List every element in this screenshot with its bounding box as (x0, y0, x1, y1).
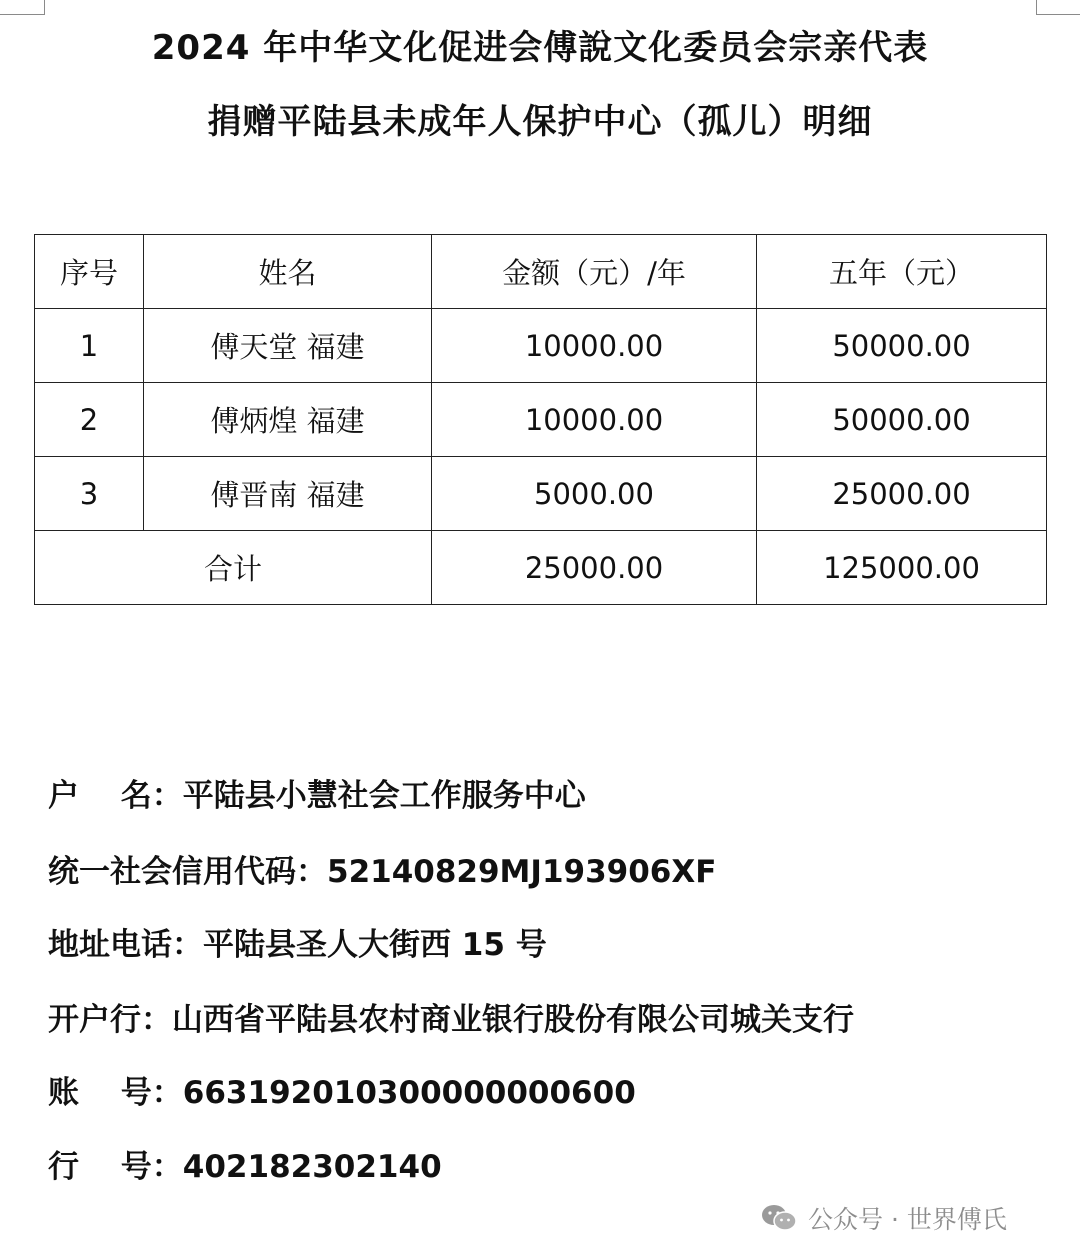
row-five-year-amount: 25000.00 (757, 457, 1047, 531)
address-value: 平陆县圣人大街西 15 号 (203, 927, 547, 963)
routing-number-label: 行 号： (48, 1149, 183, 1185)
account-number-line (48, 1073, 636, 1113)
header-five-year-amount: 五年（元） (757, 235, 1047, 309)
row-index: 1 (35, 309, 144, 383)
row-name: 傅炳煌 福建 (144, 383, 432, 457)
table-total-row (35, 531, 1047, 605)
watermark (760, 1198, 1007, 1238)
account-name-value: 平陆县小慧社会工作服务中心 (182, 778, 586, 814)
row-name: 傅天堂 福建 (144, 309, 432, 383)
routing-number-value: 402182302140 (182, 1149, 442, 1185)
donation-table (34, 234, 1047, 605)
total-five-year-amount: 125000.00 (757, 531, 1047, 605)
bank-label: 开户行： (48, 1002, 172, 1038)
header-annual-amount: 金额（元）/年 (432, 235, 757, 309)
header-index: 序号 (35, 235, 144, 309)
account-name-line (48, 776, 586, 816)
credit-code-line (48, 852, 716, 892)
table-row (35, 309, 1047, 383)
routing-number-line (48, 1147, 442, 1187)
credit-code-label: 统一社会信用代码： (48, 854, 327, 890)
wechat-icon (760, 1203, 798, 1233)
row-index: 2 (35, 383, 144, 457)
crop-mark-right (1036, 0, 1080, 15)
total-label: 合计 (35, 531, 432, 605)
watermark-text: 公众号 · 世界傅氏 (808, 1205, 1007, 1234)
header-name: 姓名 (144, 235, 432, 309)
bank-line (48, 1000, 854, 1040)
document-title-line-2: 捐赠平陆县未成年人保护中心（孤儿）明细 (207, 102, 873, 142)
address-line (48, 925, 547, 965)
row-annual-amount: 10000.00 (432, 383, 757, 457)
account-number-label: 账 号： (48, 1075, 183, 1111)
row-name: 傅晋南 福建 (144, 457, 432, 531)
credit-code-value: 52140829MJ193906XF (327, 854, 717, 890)
document-title-line-1: 2024 年中华文化促进会傅說文化委员会宗亲代表 (151, 28, 929, 68)
row-annual-amount: 5000.00 (432, 457, 757, 531)
table-row (35, 383, 1047, 457)
address-label: 地址电话： (48, 927, 203, 963)
account-number-value: 6631920103000000006​00 (182, 1075, 636, 1111)
bank-value: 山西省平陆县农村商业银行股份有限公司城关支行 (172, 1002, 854, 1038)
row-index: 3 (35, 457, 144, 531)
row-five-year-amount: 50000.00 (757, 309, 1047, 383)
row-annual-amount: 10000.00 (432, 309, 757, 383)
table-row (35, 457, 1047, 531)
crop-mark-left (0, 0, 45, 15)
account-name-label: 户 名： (48, 778, 183, 814)
total-annual-amount: 25000.00 (432, 531, 757, 605)
row-five-year-amount: 50000.00 (757, 383, 1047, 457)
table-header-row (35, 235, 1047, 309)
